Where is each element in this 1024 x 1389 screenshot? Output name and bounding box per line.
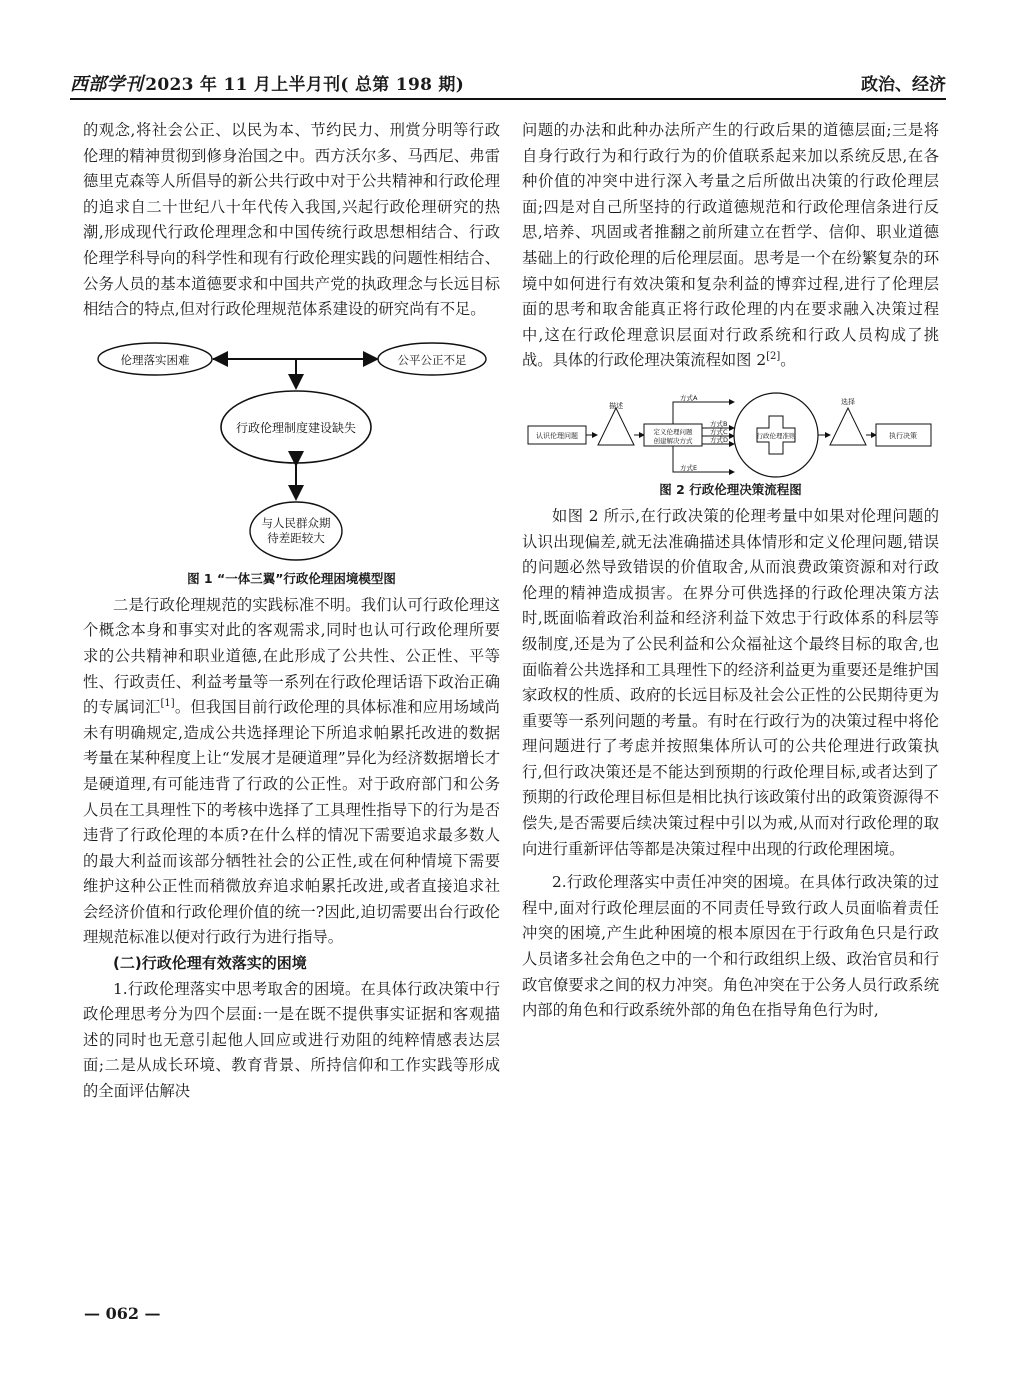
triangle-choose [830, 408, 866, 445]
figure-1-diagram [83, 341, 500, 563]
way-a-label: 方式A [680, 393, 698, 402]
box-execute-decision-label: 执行决策 [889, 431, 917, 440]
citation-1: [1] [160, 698, 175, 710]
paragraph-practice-standard-part1: 二是行政伦理规范的实践标准不明。我们认可行政伦理这个概念本身和事实对此的客观需求,同时也认可行政伦理所要求的公共精神和职业道德,在此形成了公共性、公正性、平等性、行政责任、利益考量等一系列在行政伦理话语下政治正确的专属词汇 [83, 595, 500, 717]
journal-logo: 西部学刊 [70, 74, 144, 95]
section-name: 政治、经济 [861, 75, 946, 95]
left-column [83, 118, 500, 1105]
figure-2-caption: 图 2 行政伦理决策流程图 [659, 481, 802, 497]
right-column [522, 118, 939, 1024]
paragraph-figure-2-discussion: 如图 2 所示,在行政决策的伦理考量中如果对伦理问题的认识出现偏差,就无法准确描述具体情形和定义伦理问题,错误的问题必然导致错误的价值取舍,从而浪费政策资源和对行政伦理的精神造成损害。在界分可供选择的行政伦理决策方法时,既面临着政治利益和经济利益下效忠于行政体系的科层等级制度,还是为了公民利益和公众福祉这个最终目标的取舍,也面临着公共选择和工具理性下的经济利益更为重要还是维护国家政权的性质、政府的长远目标及社会公正性的公民期待更为重要等一系列问题的考量。有时在行政行为的决策过程中将伦理问题进行了考虑并按照集体所认可的公共伦理进行政策执行,但行政决策还是不能达到预期的行政伦理目标,或者达到了预期的行政伦理目标但是相比执行该政策付出的政策资源得不偿失,是否需要后续决策过程中引以为戒,从而对行政伦理的取向进行重新评估等都是决策过程中出现的行政伦理困境。 [522, 506, 939, 858]
page-header [70, 70, 946, 100]
triangle-describe-label: 描述 [609, 401, 623, 410]
header-rule [70, 98, 946, 100]
paragraph-ethics-levels [522, 118, 939, 374]
node-bottom-label-line1: 与人民群众期 [261, 515, 331, 530]
node-bottom-label-line2: 待差距较大 [267, 530, 325, 545]
figure-2 [522, 390, 939, 478]
paragraph-responsibility-conflict: 2.行政伦理落实中责任冲突的困境。在具体行政决策的过程中,面对行政伦理层面的不同责任导致行政人员面临着责任冲突的困境,产生此种困境的根本原因在于行政角色只是行政人员诸多社会角色之中的一个和行政组织上级、政治官员和行政官僚要求之间的权力冲突。角色冲突在于公务人员行政系统内部的角色和行政系统外部的角色在指导角色行为时, [522, 873, 939, 1020]
paragraph-ethics-levels-part2: 。 [780, 351, 796, 370]
intro-paragraph: 的观念,将社会公正、以民为本、节约民力、刑赏分明等行政伦理的精神贯彻到修身治国之中。西方沃尔多、马西尼、弗雷德里克森等人所倡导的新公共行政中对于公共精神和行政伦理的追求自二十世纪八十年代传入我国,兴起行政伦理研究的热潮,形成现代行政伦理理念和中国传统行政思想相结合、行政伦理学科导向的科学性和现有行政伦理实践的问题性相结合、公务人员的基本道德要求和中国共产党的执政理念与长远目标相结合的特点,但对行政伦理规范体系建设的研究尚有不足。 [83, 121, 500, 319]
paragraph-practice-standard-part2: 。但我国目前行政伦理的具体标准和应用场域尚未有明确规定,造成公共选择理论下所追求帕累托改进的数据考量在某种程度上让“发展才是硬道理”异化为经济数据增长才是硬道理,有可能违背了行政的公正性。对于政府部门和公务人员在工具理性下的考核中选择了工具理性指导下的行为是否违背了行政伦理的本质?在什么样的情况下需要追求最多数人的最大利益而该部分牺牲社会的公正性,或在何种情境下需要维护这种公正性而稍微放弃追求帕累托改进,或者直接追求社会经济价值和行政伦理价值的统一?因此,迫切需要出台行政伦理规范标准以便对行政行为进行指导。 [83, 698, 500, 947]
box-define-problem-line2: 创建解决方式 [653, 436, 693, 445]
box-define-problem-line1: 定义伦理问题 [653, 427, 693, 436]
way-b-label: 方式B [710, 419, 728, 428]
way-e-label: 方式E [680, 463, 698, 472]
node-right-label: 公平公正不足 [397, 352, 467, 367]
figure-1-caption: 图 1 “一体三翼”行政伦理困境模型图 [187, 570, 396, 586]
figure-1 [83, 341, 500, 563]
triangle-choose-label: 选择 [841, 397, 855, 406]
triangle-describe [598, 408, 634, 445]
circle-ethics-code-label: 行政伦理准则 [756, 431, 796, 440]
paragraph-ethics-levels-part1: 问题的办法和此种办法所产生的行政后果的道德层面;三是将自身行政行为和行政行为的价值联系起来加以系统反思,在各种价值的冲突中进行深入考量之后所做出决策的行政伦理层面;四是对自己所坚持的行政道德规范和行政伦理信条进行反思,培养、巩固或者推翻之前所建立在哲学、信仰、职业道德基础上的行政伦理的后伦理层面。思考是一个在纷繁复杂的环境中如何进行有效决策和复杂利益的博弈过程,进行了伦理层面的思考和取舍能真正将行政伦理的内在要求融入决策过程中,这在行政伦理意识层面对行政系统和行政人员构成了挑战。具体的行政伦理决策流程如图 2 [522, 121, 939, 370]
way-c-label: 方式C [710, 427, 728, 436]
node-center-label: 行政伦理制度建设缺失 [235, 420, 357, 435]
issue-info: 2023 年 11 月上半月刊( 总第 198 期) [145, 75, 465, 95]
paragraph-practice-standard [83, 593, 500, 951]
figure-2-diagram [522, 390, 939, 478]
way-d-label: 方式D [710, 435, 729, 444]
section-heading: (二)行政伦理有效落实的困境 [113, 954, 307, 973]
node-left-label: 伦理落实困难 [120, 352, 190, 367]
citation-2: [2] [766, 351, 781, 363]
paragraph-thinking-dilemma: 1.行政伦理落实中思考取舍的困境。在具体行政决策中行政伦理思考分为四个层面:一是在既不提供事实证据和客观描述的同时也无意引起他人回应或进行劝阻的纯粹情感表达层面;二是从成长环境、教育背景、所持信仰和工作实践等形成的全面评估解决 [83, 979, 500, 1101]
box-identify-problem-label: 认识伦理问题 [536, 431, 578, 440]
journal-header [70, 70, 464, 96]
page-number: — 062 — [84, 1304, 161, 1323]
